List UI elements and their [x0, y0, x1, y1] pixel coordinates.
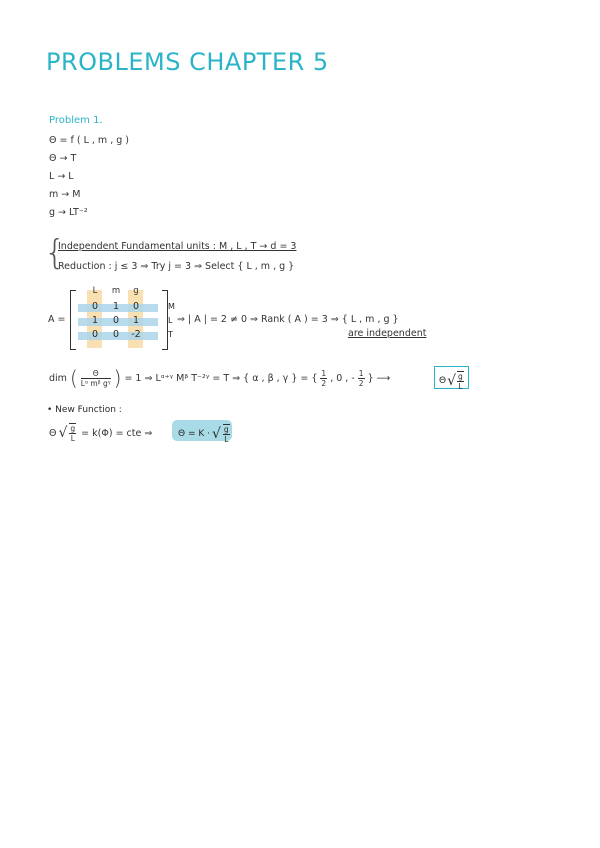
definition-theta: Θ → T [49, 153, 77, 164]
right-paren: ) [113, 366, 122, 390]
dim-numerator: Θ [81, 369, 111, 379]
curly-brace: { [44, 233, 66, 273]
left-paren: ( [69, 366, 78, 390]
box-denominator: L [458, 382, 463, 391]
col-header-L: L [92, 286, 98, 296]
matrix-cell: 1 [132, 315, 140, 326]
final-result-box [172, 420, 232, 444]
exponent-close: } ⟶ [367, 372, 391, 384]
matrix-cell: 0 [91, 329, 99, 340]
final-denominator: L [224, 435, 229, 444]
half-denominator: 2 [358, 378, 364, 388]
lhs-numerator: g [70, 424, 76, 433]
col-header-g: g [133, 286, 139, 296]
box-fraction [457, 371, 464, 391]
definition-function: Θ = f ( L , m , g ) [49, 135, 129, 146]
exponent-derivation: = 1 ⇒ Lᵅ⁺ᵞ Mᵝ T⁻²ᵞ = T ⇒ { α , β , γ } = { [124, 372, 318, 384]
half-denominator: 2 [321, 378, 327, 388]
problem-heading: Problem 1. [49, 115, 103, 126]
lhs-theta: Θ [49, 427, 57, 439]
matrix-cell: 1 [112, 301, 120, 312]
final-prefix: Θ = K · [178, 429, 210, 439]
dimensionless-group-box [434, 366, 469, 389]
matrix-label: A = [48, 314, 66, 325]
dim-operator: dim [49, 372, 67, 384]
neg-half-fraction [358, 369, 365, 388]
matrix-cell: 0 [112, 329, 120, 340]
fundamental-units-line: Independent Fundamental units : M , L , T → d = 3 [58, 241, 297, 252]
exponent-middle: , 0 , - [330, 372, 355, 384]
definition-mass: m → M [49, 189, 81, 200]
dimension-equation [49, 366, 390, 390]
sqrt-icon: √ [447, 373, 457, 389]
row-label-T: T [168, 330, 173, 339]
independence-note: are independent [348, 328, 427, 339]
function-middle: = k(Φ) = cte ⇒ [81, 427, 153, 439]
matrix-cell: 0 [91, 301, 99, 312]
reduction-line: Reduction : j ≤ 3 ⇒ Try j = 3 ⇒ Select { L , m , g } [58, 261, 295, 272]
new-function-equation [49, 423, 152, 443]
sqrt-icon: √ [211, 426, 221, 442]
matrix-left-bracket [70, 290, 76, 350]
final-numerator: g [223, 425, 229, 434]
row-label-M: M [168, 302, 175, 311]
dimensional-matrix [70, 286, 175, 348]
matrix-cell: 0 [132, 301, 140, 312]
sqrt-icon: √ [58, 425, 68, 441]
rank-result: ⇒ | A | = 2 ≠ 0 ⇒ Rank ( A ) = 3 ⇒ { L , m , g } [177, 314, 399, 325]
dim-denominator: Lᵅ mᵝ gᵞ [80, 378, 111, 388]
box-theta: Θ [439, 376, 447, 386]
final-fraction [223, 424, 230, 444]
half-numerator: 1 [358, 368, 364, 378]
col-header-m: m [111, 286, 121, 296]
page-title: PROBLEMS CHAPTER 5 [46, 48, 329, 76]
dim-fraction [81, 369, 111, 388]
lhs-denominator: L [70, 434, 75, 443]
matrix-cell: -2 [131, 329, 141, 340]
matrix-cell: 1 [91, 315, 99, 326]
half-numerator: 1 [321, 368, 327, 378]
lhs-fraction [69, 423, 76, 443]
definition-gravity: g → LT⁻² [49, 207, 88, 218]
new-function-label: • New Function : [47, 405, 122, 415]
box-numerator: g [458, 372, 463, 381]
definition-length: L → L [49, 171, 74, 182]
half-fraction [320, 369, 327, 388]
matrix-cell: 0 [112, 315, 120, 326]
row-label-L: L [168, 316, 173, 325]
